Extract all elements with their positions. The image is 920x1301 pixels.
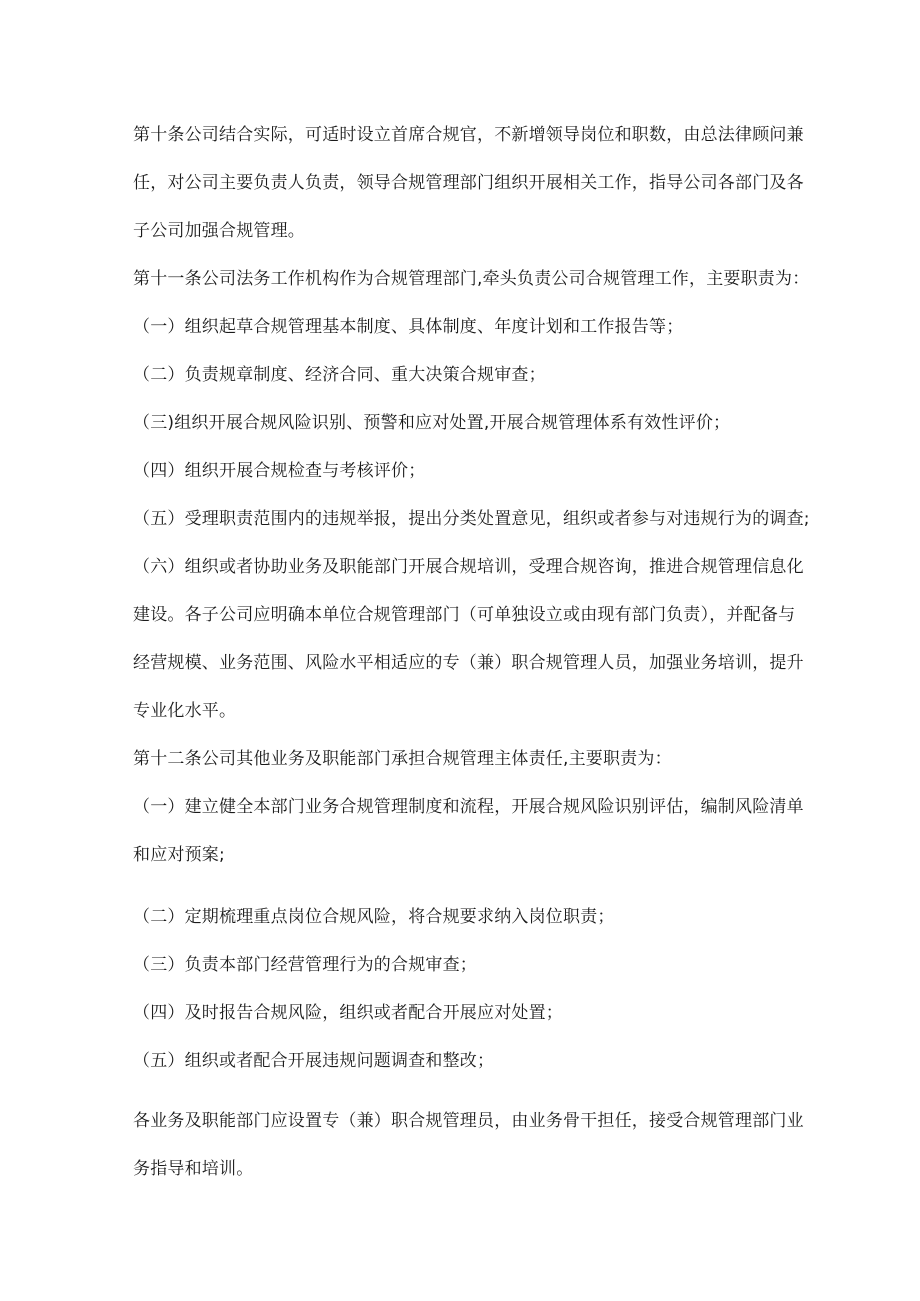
paragraph-line: 第十一条公司法务工作机构作为合规管理部门,牵头负责公司合规管理工作，主要职责为： — [133, 269, 810, 289]
paragraph-line: 各业务及职能部门应设置专（兼）职合规管理员，由业务骨干担任，接受合规管理部门业 — [133, 1111, 804, 1131]
paragraph-line: 任，对公司主要负责人负责，领导合规管理部门组织开展相关工作，指导公司各部门及各 — [133, 173, 804, 193]
paragraph-line: 第十二条公司其他业务及职能部门承担合规管理主体责任,主要职责为： — [133, 749, 672, 769]
paragraph-line: （二）负责规章制度、经济合同、重大决策合规审查； — [133, 365, 546, 385]
paragraph-line: （五）受理职责范围内的违规举报，提出分类处置意见，组织或者参与对违规行为的调查; — [133, 509, 810, 529]
paragraph-line: （四）组织开展合规检查与考核评价； — [133, 461, 426, 481]
paragraph-line: （一）建立健全本部门业务合规管理制度和流程，开展合规风险识别评估，编制风险清单 — [133, 797, 804, 817]
paragraph-line: （二）定期梳理重点岗位合规风险，将合规要求纳入岗位职责； — [133, 907, 615, 927]
paragraph-line: 子公司加强合规管理。 — [133, 221, 305, 241]
paragraph-line: （三）负责本部门经营管理行为的合规审查； — [133, 955, 477, 975]
paragraph-line: 专业化水平。 — [133, 701, 237, 721]
paragraph-line: （一）组织起草合规管理基本制度、具体制度、年度计划和工作报告等； — [133, 317, 684, 337]
paragraph-line: 建设。各子公司应明确本单位合规管理部门（可单独设立或由现有部门负责），并配备与 — [133, 605, 796, 625]
paragraph-line: 务指导和培训。 — [133, 1159, 254, 1179]
paragraph-line: （三)组织开展合规风险识别、预警和应对处置,开展合规管理体系有效性评价； — [133, 413, 731, 433]
paragraph-line: （四）及时报告合规风险，组织或者配合开展应对处置； — [133, 1003, 563, 1023]
paragraph-line: （五）组织或者配合开展违规问题调查和整改； — [133, 1051, 495, 1071]
paragraph-line: （六）组织或者协助业务及职能部门开展合规培训，受理合规咨询，推进合规管理信息化 — [133, 557, 804, 577]
paragraph-line: 和应对预案; — [133, 845, 225, 865]
paragraph-line: 第十条公司结合实际，可适时设立首席合规官，不新增领导岗位和职数，由总法律顾问兼 — [133, 125, 804, 145]
paragraph-line: 经营规模、业务范围、风险水平相适应的专（兼）职合规管理人员，加强业务培训，提升 — [133, 653, 804, 673]
